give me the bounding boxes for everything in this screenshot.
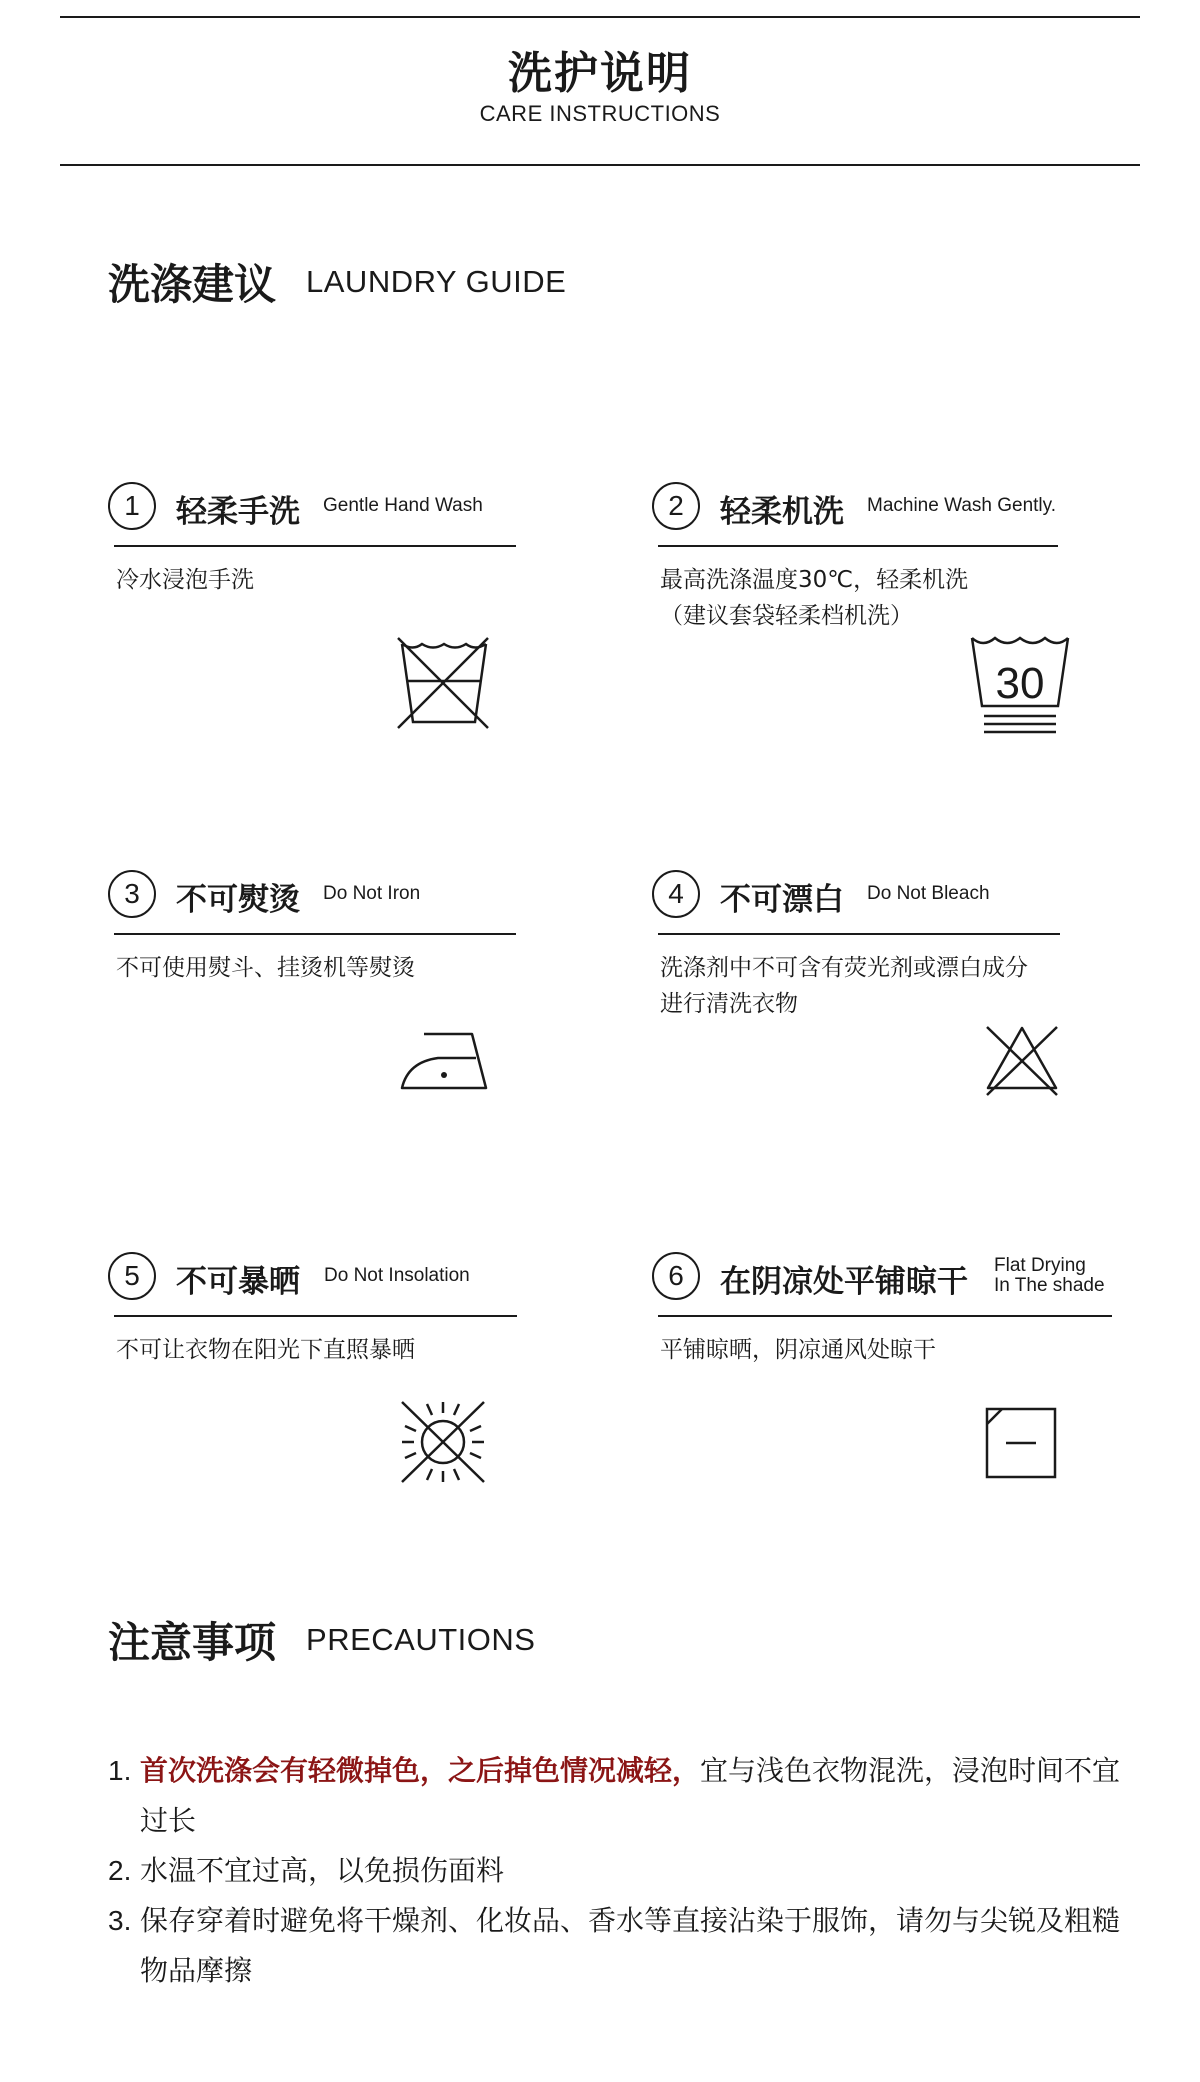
care-item-flat-dry: [652, 1252, 1112, 1363]
page-subtitle: CARE INSTRUCTIONS: [479, 101, 721, 126]
item-title-zh: 不可暴晒: [176, 1264, 300, 1300]
precaution-text: 保存穿着时避免将干燥剂、化妆品、香水等直接沾染于服饰，请勿与尖锐及粗糙物品摩擦: [140, 1904, 1121, 1987]
item-number: 6: [652, 1252, 700, 1300]
item-title-zh: 轻柔手洗: [176, 494, 300, 530]
no-hand-wash-icon: [396, 634, 492, 730]
item-divider: [658, 545, 1058, 547]
item-title-zh: 在阴凉处平铺晾干: [720, 1264, 968, 1300]
item-title-en: Flat Drying In The shade: [994, 1255, 1105, 1296]
precaution-text: 宜与浅色衣物混洗，浸泡时间不宜过长: [140, 1754, 1121, 1837]
do-not-bleach-icon: [984, 1024, 1060, 1098]
no-sun-drying-icon: [398, 1398, 488, 1486]
item-description: 最高洗涤温度30℃，轻柔机洗 （建议套袋轻柔档机洗）: [660, 567, 969, 629]
header-bottom-rule: [60, 164, 1140, 166]
item-number: 3: [108, 870, 156, 918]
flat-dry-in-shade-icon: [984, 1406, 1058, 1480]
item-divider: [658, 933, 1060, 935]
item-title-zh: 不可漂白: [720, 882, 844, 918]
item-number: 1: [108, 482, 156, 530]
item-title-en: Do Not Insolation: [324, 1265, 470, 1286]
item-divider: [658, 1315, 1112, 1317]
care-item-machine-wash: [652, 482, 1112, 629]
care-item-no-iron: [108, 870, 568, 981]
page-title: 洗护说明: [508, 48, 692, 99]
item-title-zh: 轻柔机洗: [720, 494, 844, 530]
item-title-en: Machine Wash Gently.: [867, 495, 1057, 516]
precaution-highlight: 首次洗涤会有轻微掉色，之后掉色情况减轻，: [140, 1754, 701, 1787]
precaution-item: [108, 1896, 1128, 1996]
care-item-no-bleach: [652, 870, 1112, 1017]
item-title-en: Gentle Hand Wash: [323, 495, 483, 516]
precaution-text: 水温不宜过高，以免损伤面料: [140, 1854, 505, 1887]
laundry-section-heading: [108, 252, 566, 312]
machine-wash-30-gentle-icon: [968, 630, 1072, 736]
header-top-rule: [60, 16, 1140, 18]
precaution-number: 3.: [108, 1905, 132, 1936]
item-number: 5: [108, 1252, 156, 1300]
precaution-number: 2.: [108, 1855, 132, 1886]
item-divider: [114, 545, 516, 547]
precaution-item: [108, 1846, 1128, 1896]
item-divider: [114, 1315, 517, 1317]
precautions-title-zh: 注意事项: [108, 1618, 277, 1667]
iron-icon: [398, 1028, 490, 1094]
precaution-number: 1.: [108, 1755, 132, 1786]
care-item-no-sun: [108, 1252, 568, 1363]
item-description: 不可让衣物在阳光下直照暴晒: [116, 1337, 415, 1363]
item-description: 洗涤剂中不可含有荧光剂或漂白成分 进行清洗衣物: [660, 955, 1028, 1017]
item-number: 4: [652, 870, 700, 918]
item-description: 不可使用熨斗、挂烫机等熨烫: [116, 955, 415, 981]
wash-temperature-label: 30: [995, 659, 1045, 708]
care-item-hand-wash: [108, 482, 568, 593]
precautions-section-heading: [108, 1610, 535, 1670]
item-divider: [114, 933, 516, 935]
laundry-title-zh: 洗涤建议: [108, 260, 277, 309]
item-title-en: Do Not Iron: [323, 883, 421, 904]
precautions-list: [108, 1746, 1128, 1996]
item-description: 平铺晾晒，阴凉通风处晾干: [660, 1337, 936, 1363]
item-number: 2: [652, 482, 700, 530]
precaution-item: [108, 1746, 1128, 1846]
precautions-title-en: PRECAUTIONS: [306, 1622, 536, 1657]
item-title-zh: 不可熨烫: [176, 882, 300, 918]
item-description: 冷水浸泡手洗: [116, 567, 254, 593]
item-title-en: Do Not Bleach: [867, 883, 990, 904]
laundry-title-en: LAUNDRY GUIDE: [306, 264, 567, 299]
